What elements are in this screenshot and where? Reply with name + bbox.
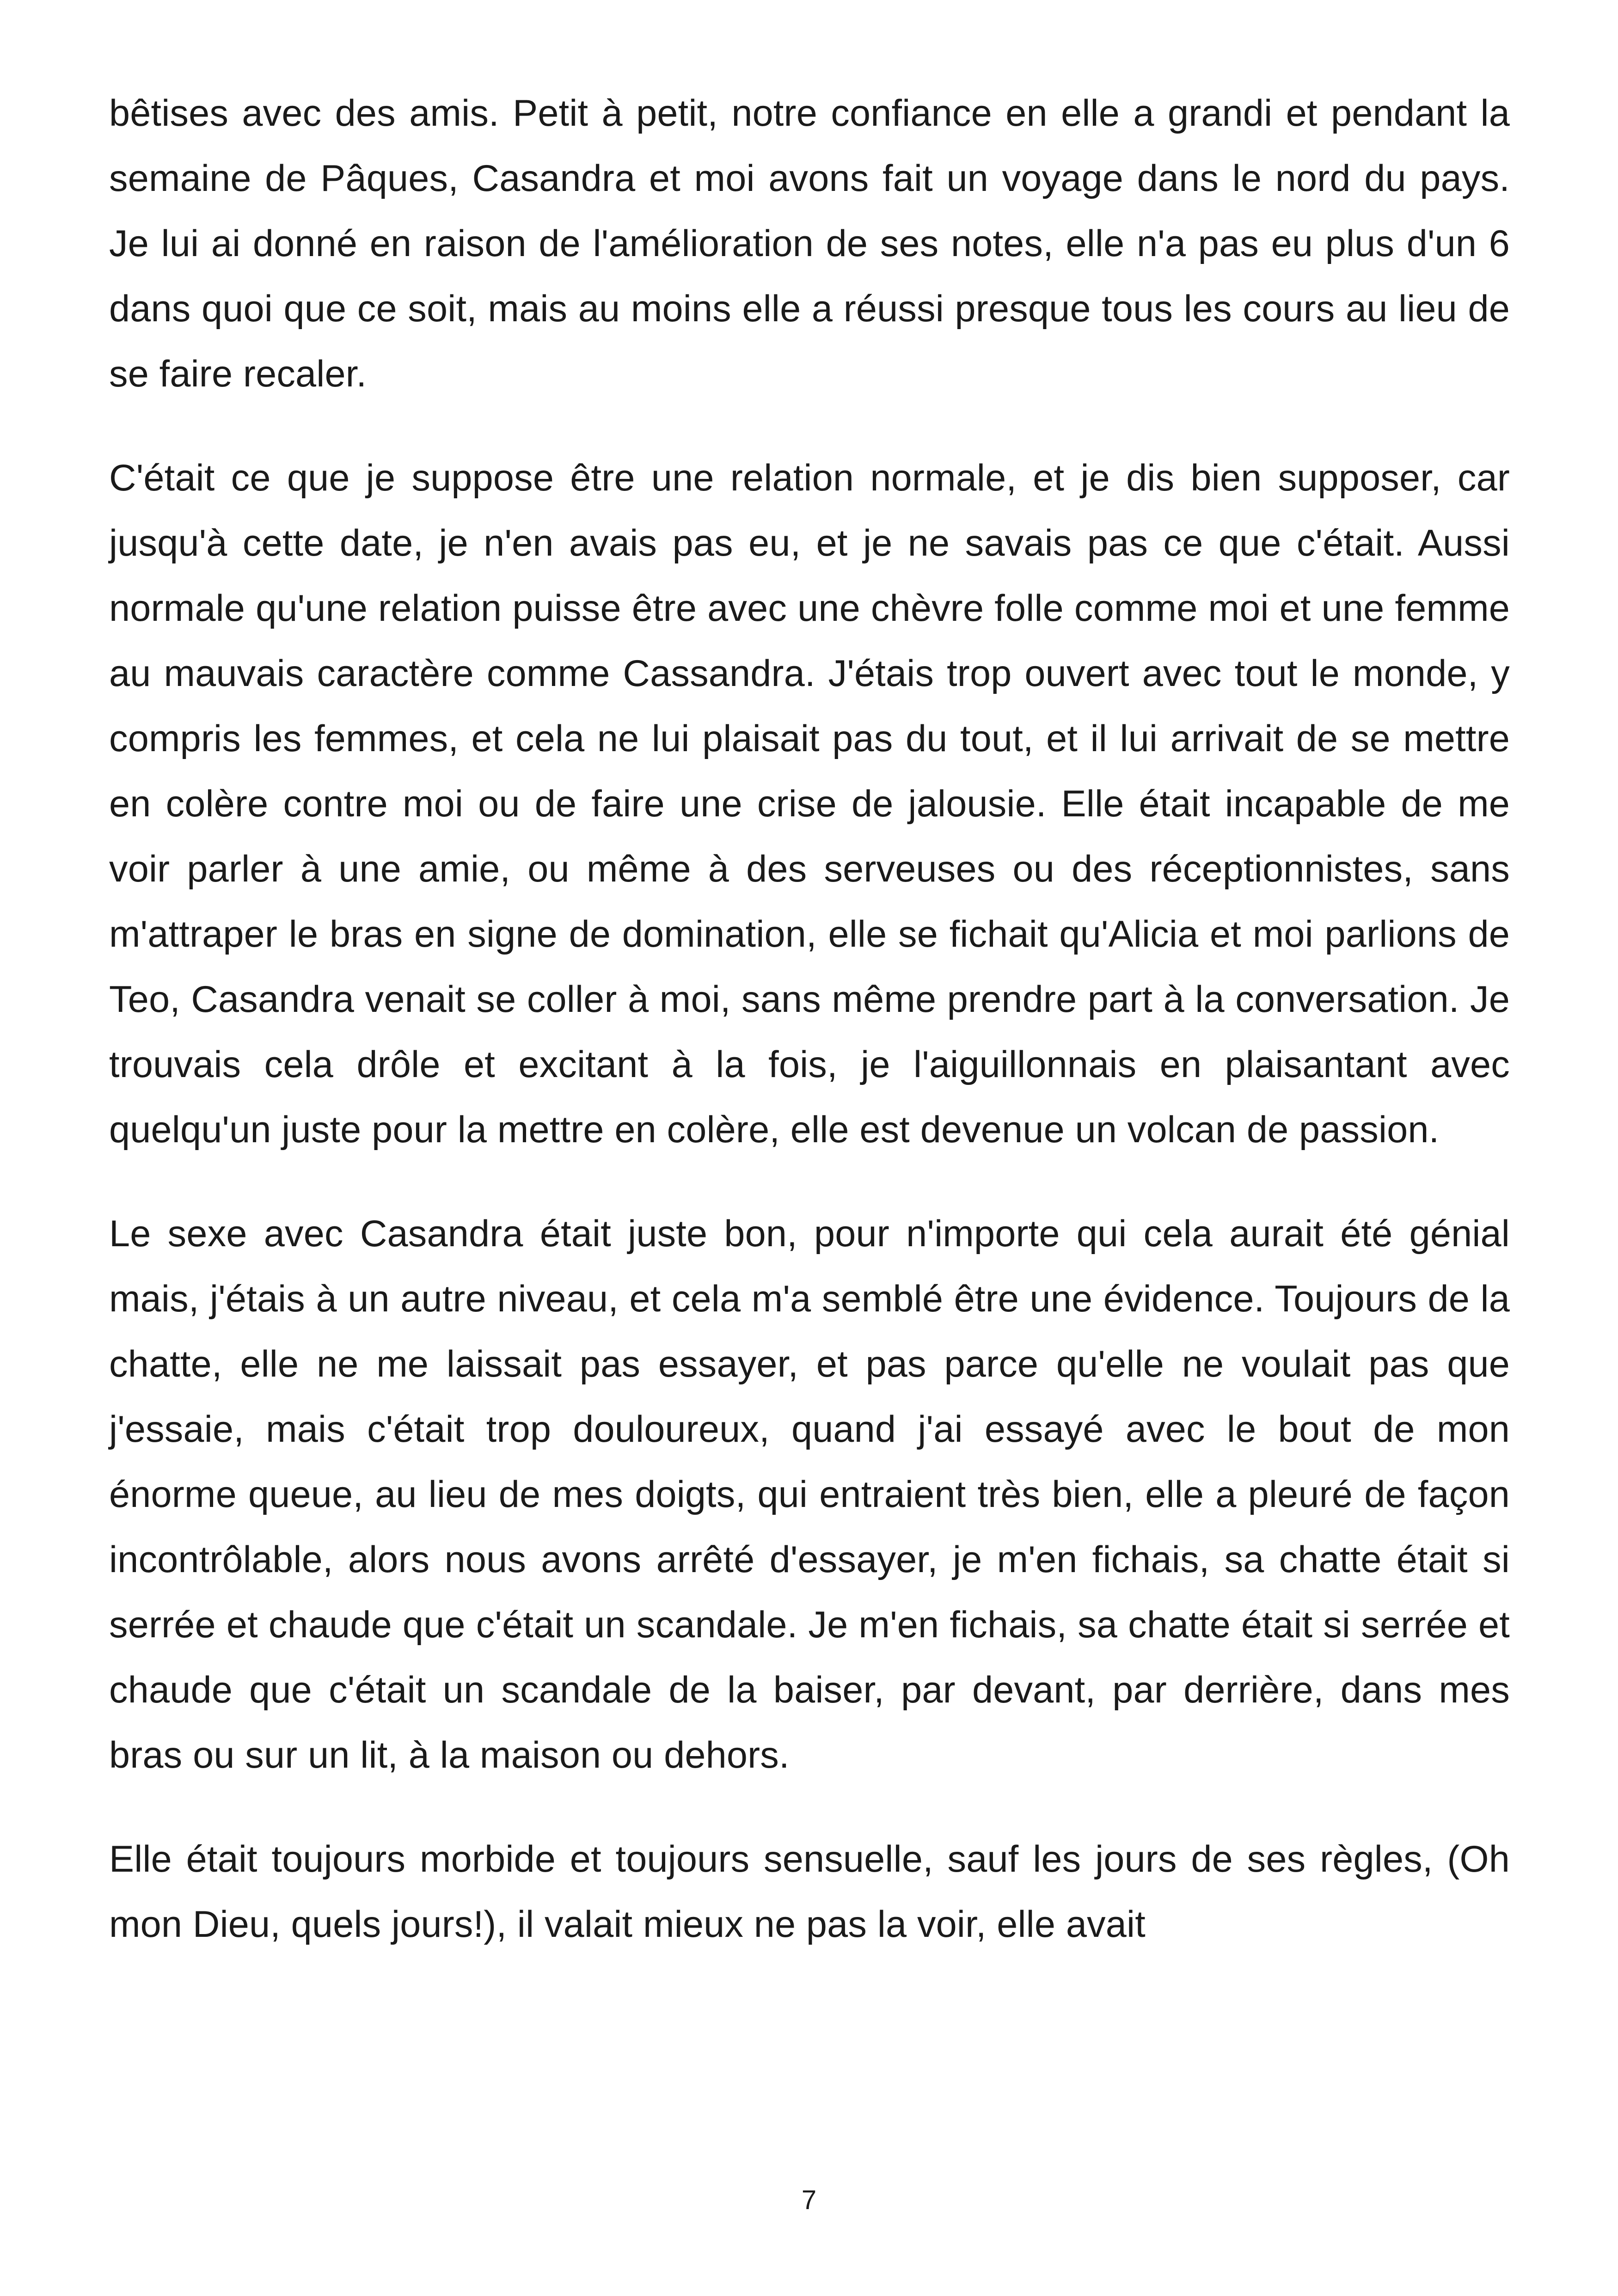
paragraph-3: Le sexe avec Casandra était juste bon, pour n'importe qui cela aurait été génial mais, j'étais à un autre niveau, et cela m'a semblé être une évidence. Toujours de la chatte, elle ne me laissait pas essayer, et pas parce qu'elle ne voulait pas que j'essaie, mais c'était trop douloureux, quand j'ai essayé avec le bout de mon énorme queue, au lieu de mes doigts, qui entraient très bien, elle a pleuré de façon incontrôlable, alors nous avons arrêté d'essayer, je m'en fichais, sa chatte était si serrée et chaude que c'était un scandale. Je m'en fichais, sa chatte était si serrée et chaude que c'était un scandale de la baiser, par devant, par derrière, dans mes bras ou sur un lit, à la maison ou dehors. (109, 1213, 1510, 1776)
body-text (109, 81, 1510, 1957)
paragraph-2: C'était ce que je suppose être une relation normale, et je dis bien supposer, car jusqu'à cette date, je n'en avais pas eu, et je ne savais pas ce que c'était. Aussi normale qu'une relation puisse être avec une chèvre folle comme moi et une femme au mauvais caractère comme Cassandra. J'étais trop ouvert avec tout le monde, y compris les femmes, et cela ne lui plaisait pas du tout, et il lui arrivait de se mettre en colère contre moi ou de faire une crise de jalousie. Elle était incapable de me voir parler à une amie, ou même à des serveuses ou des réceptionnistes, sans m'attraper le bras en signe de domination, elle se fichait qu'Alicia et moi parlions de Teo, Casandra venait se coller à moi, sans même prendre part à la conversation. Je trouvais cela drôle et excitant à la fois, je l'aiguillonnais en plaisantant avec quelqu'un juste pour la mettre en colère, elle est devenue un volcan de passion. (109, 457, 1510, 1151)
page-number: 7 (801, 2185, 817, 2215)
paragraph-1: bêtises avec des amis. Petit à petit, notre confiance en elle a grandi et pendant la semaine de Pâques, Casandra et moi avons fait un voyage dans le nord du pays. Je lui ai donné en raison de l'amélioration de ses notes, elle n'a pas eu plus d'un 6 dans quoi que ce soit, mais au moins elle a réussi presque tous les cours au lieu de se faire recaler. (109, 92, 1510, 395)
paragraph-4: Elle était toujours morbide et toujours sensuelle, sauf les jours de ses règles, (Oh mon Dieu, quels jours!), il valait mieux ne pas la voir, elle avait (109, 1838, 1510, 1945)
